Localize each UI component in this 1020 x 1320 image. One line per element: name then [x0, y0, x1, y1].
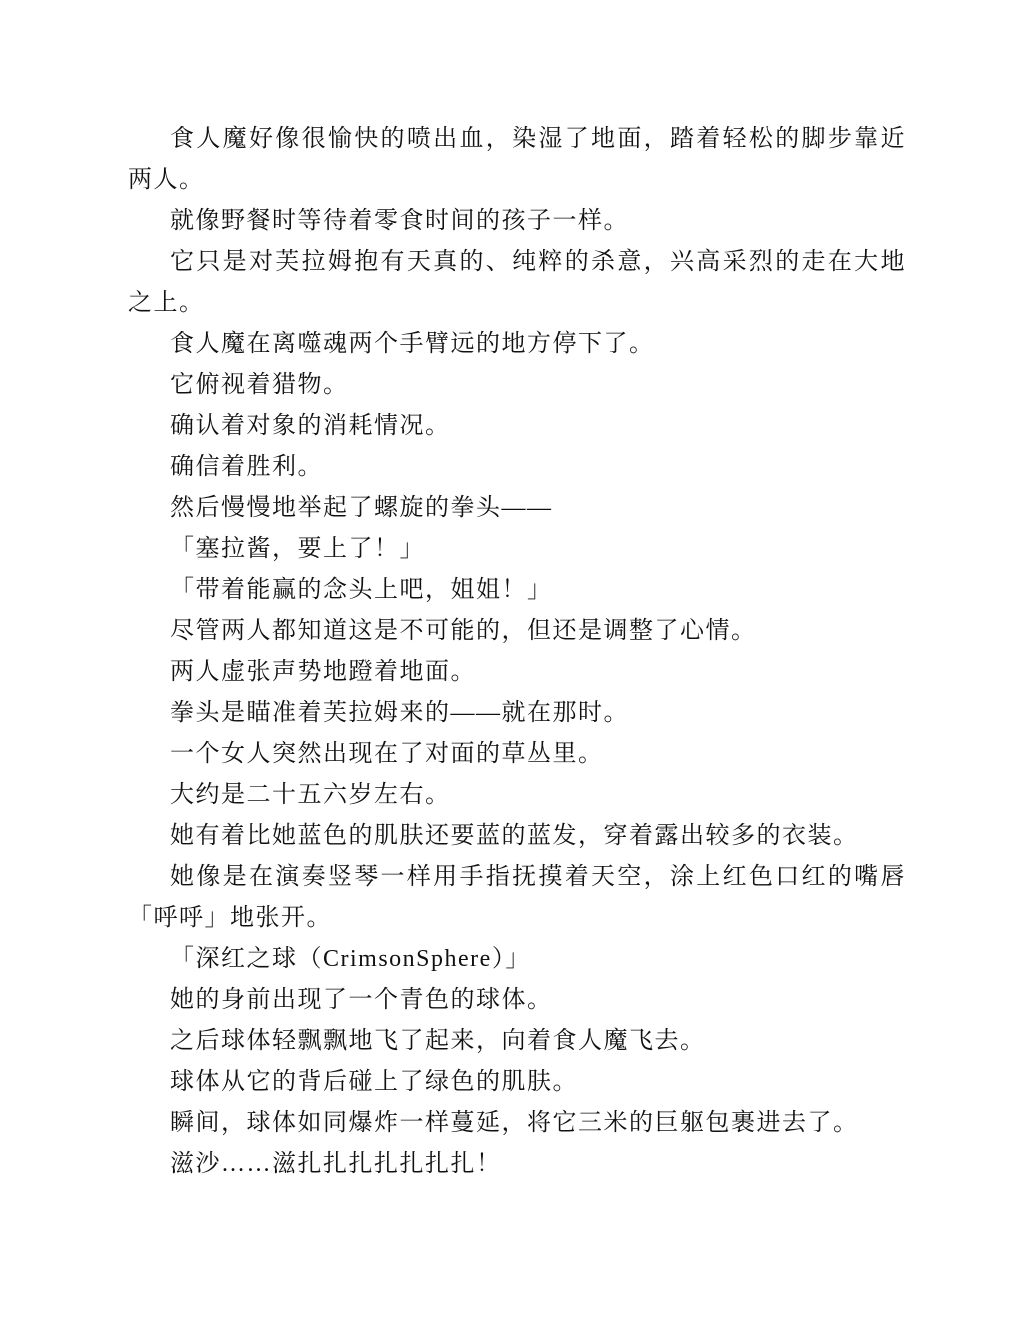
paragraph: 然后慢慢地举起了螺旋的拳头—— [170, 495, 553, 521]
paragraph: 她像是在演奏竖琴一样用手指抚摸着天空，涂上红色口红的嘴唇「呼呼」地张开。 [128, 864, 906, 931]
paragraph: 食人魔好像很愉快的喷出血，染湿了地面，踏着轻松的脚步靠近两人。 [128, 126, 906, 193]
paragraph-dialogue: 「深红之球（CrimsonSphere）」 [170, 946, 531, 972]
paragraph: 瞬间，球体如同爆炸一样蔓延，将它三米的巨躯包裹进去了。 [170, 1110, 859, 1136]
paragraph: 球体从它的背后碰上了绿色的肌肤。 [170, 1069, 578, 1095]
paragraph: 它只是对芙拉姆抱有天真的、纯粹的杀意，兴高采烈的走在大地之上。 [128, 249, 906, 316]
paragraph: 就像野餐时等待着零食时间的孩子一样。 [170, 208, 629, 234]
paragraph: 大约是二十五六岁左右。 [170, 782, 451, 808]
paragraph-dialogue: 「塞拉酱，要上了！」 [170, 536, 425, 562]
paragraph: 她有着比她蓝色的肌肤还要蓝的蓝发，穿着露出较多的衣装。 [170, 823, 859, 849]
paragraph: 食人魔在离噬魂两个手臂远的地方停下了。 [170, 331, 655, 357]
paragraph: 她的身前出现了一个青色的球体。 [170, 987, 553, 1013]
paragraph: 拳头是瞄准着芙拉姆来的——就在那时。 [170, 700, 629, 726]
document-page [128, 119, 906, 1185]
paragraph-dialogue: 「带着能赢的念头上吧，姐姐！」 [170, 577, 553, 603]
paragraph: 确认着对象的消耗情况。 [170, 413, 451, 439]
paragraph: 一个女人突然出现在了对面的草丛里。 [170, 741, 604, 767]
paragraph: 两人虚张声势地蹬着地面。 [170, 659, 476, 685]
paragraph: 之后球体轻飘飘地飞了起来，向着食人魔飞去。 [170, 1028, 706, 1054]
paragraph-sfx: 滋沙……滋扎扎扎扎扎扎扎！ [170, 1151, 502, 1177]
paragraph: 尽管两人都知道这是不可能的，但还是调整了心情。 [170, 618, 757, 644]
paragraph: 它俯视着猎物。 [170, 372, 349, 398]
paragraph: 确信着胜利。 [170, 454, 323, 480]
